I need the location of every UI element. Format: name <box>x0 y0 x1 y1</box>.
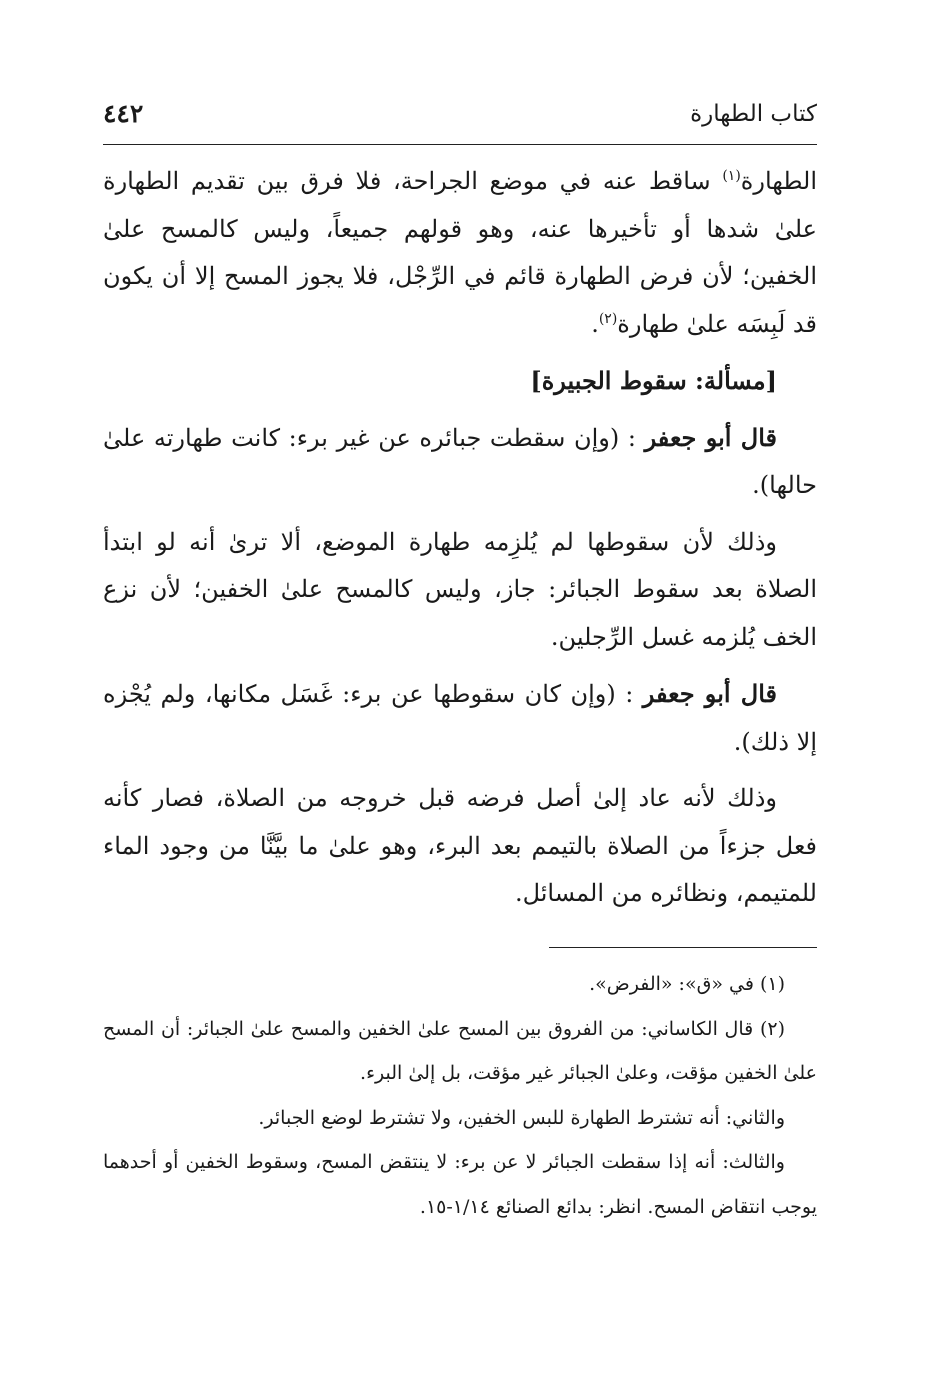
footnote-2-continued: والثاني: أنه تشترط الطهارة للبس الخفين، ولا تشترط لوضع الجبائر. <box>258 1106 785 1129</box>
speaker-label: قال أبو جعفر <box>644 422 777 452</box>
commentary-paragraph: وذلك لأنه عاد إلىٰ أصل فرضه قبل خروجه من الصلاة، فصار كأنه فعل جزءاً من الصلاة بالتيمم بعد البرء، وهو علىٰ ما بيَّنَّا من وجود الماء للمتيمم، ونظائره من المسائل. <box>103 784 817 907</box>
section-heading: [مسألة: سقوط الجبيرة] <box>530 366 777 395</box>
footnote-2: (٢) قال الكاساني: من الفروق بين المسح علىٰ الخفين والمسح علىٰ الجبائر: أن المسح علىٰ الخفين مؤقت، وعلىٰ الجبائر غير مؤقت، بل إلىٰ البرء. <box>103 1017 817 1084</box>
running-header <box>103 96 817 136</box>
paragraph-continuation <box>103 158 817 348</box>
footnotes <box>103 962 817 1229</box>
quote-paragraph <box>103 414 817 510</box>
speaker-label: قال أبو جعفر <box>642 679 777 708</box>
main-text <box>103 158 817 927</box>
footnote-1: (١) في «ق»: «الفرض». <box>589 973 785 995</box>
quote-text: : (وإن سقطت جبائره عن غير برء: كانت طهارته علىٰ حالها). <box>103 423 817 499</box>
chapter-title: كتاب الطهارة <box>690 101 817 127</box>
commentary-paragraph: وذلك لأن سقوطها لم يُلزِمه طهارة الموضع، ألا ترىٰ أنه لو ابتدأ الصلاة بعد سقوط الجبائر: جاز، وليس كالمسح علىٰ الخفين؛ لأن نزع الخف يُلزمه غسل الرِّجلين. <box>103 527 817 651</box>
paragraph-text: ساقط عنه في موضع الجراحة، فلا فرق بين تقديم الطهارة علىٰ شدها أو تأخيرها عنه، وهو قولهم جميعاً، وليس كالمسح علىٰ الخفين؛ لأن فرض الطهارة قائم في الرِّجْل، فلا يجوز المسح إلا أن يكون قد لَبِسَه علىٰ طهارة <box>103 167 817 338</box>
page-number: ٤٤٢ <box>103 99 144 128</box>
footnote-2-continued: والثالث: أنه إذا سقطت الجبائر لا عن برء: لا ينتقض المسح، وسقوط الخفين أو أحدهما يوجب انتقاض المسح. انظر: بدائع الصنائع ١/١٤-١٥. <box>103 1151 817 1218</box>
footnote-divider <box>549 947 817 948</box>
quote-text: : (وإن كان سقوطها عن برء: غَسَل مكانها، ولم يُجْزه إلا ذلك). <box>103 680 817 756</box>
paragraph-text: الطهارة <box>740 167 817 195</box>
footnote-ref-2: (٢) <box>598 310 618 327</box>
quote-paragraph <box>103 670 817 766</box>
paragraph-end: . <box>591 309 599 338</box>
footnote-ref-1: (١) <box>722 168 741 184</box>
header-divider <box>103 144 817 145</box>
